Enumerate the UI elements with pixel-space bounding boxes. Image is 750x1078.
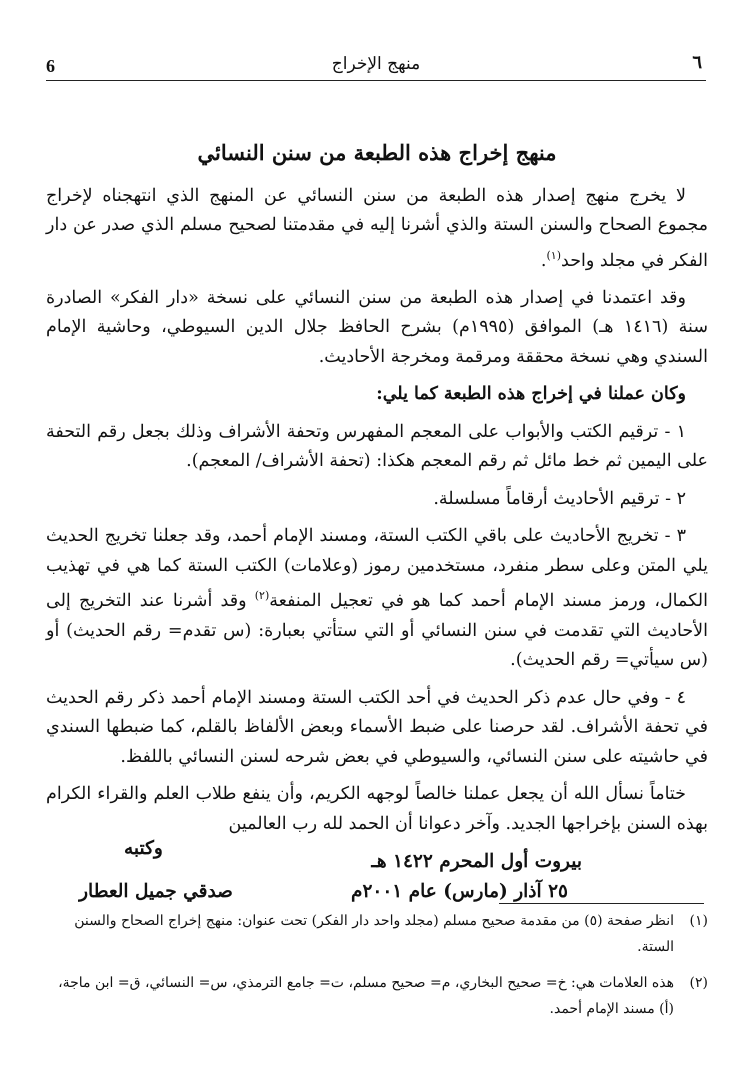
- footnote-ref-1: (١): [546, 248, 562, 262]
- intro-text: لا يخرج منهج إصدار هذه الطبعة من سنن النسائي عن المنهج الذي انتهجناه لإخراج مجموع الصحاح والسنن الستة والذي أشرنا إليه في مقدمتنا لصحيح مسلم الذي صدر عن دار الفكر في مجلد واحد: [46, 185, 708, 271]
- wrote-label: وكتبه: [124, 838, 163, 859]
- signature-block: [76, 838, 236, 902]
- closing-paragraph: ختاماً نسأل الله أن يجعل عملنا خالصاً لوجهه الكريم، وأن ينفع طلاب العلم والقراء الكرام بهذه السنن بإخراجها الجديد. وآخر دعوانا أن الحمد لله رب العالمين: [46, 784, 708, 834]
- page-number-latin: 6: [46, 56, 55, 76]
- page-header: [46, 50, 706, 81]
- method-item-2: ٢ - ترقيم الأحاديث أرقاماً مسلسلة.: [433, 488, 686, 509]
- footnote-item: [46, 908, 708, 960]
- author-name: صدقي جميل العطار: [79, 881, 233, 902]
- method-item-3: [46, 522, 708, 675]
- method-item-3-text-b: وقد أشرنا عند التخريج إلى الأحاديث التي تقدمت في سنن النسائي أو التي ستأتي بعبارة: (س تقدم= رقم الحديث) أو (س سيأتي= رقم الحديث).: [46, 591, 708, 671]
- section-title: منهج إخراج هذه الطبعة من سنن النسائي: [197, 140, 557, 165]
- intro-end: .: [540, 250, 547, 271]
- method-item-1: ١ - ترقيم الكتب والأبواب على المعجم المفهرس وتحفة الأشراف وذلك بجعل رقم التحفة على اليمين ثم خط مائل ثم رقم المعجم هكذا: (تحفة الأشراف/ المعجم).: [46, 421, 708, 472]
- source-paragraph: وقد اعتمدنا في إصدار هذه الطبعة من سنن النسائي على نسخة «دار الفكر» الصادرة سنة (١٤١٦ هـ) الموافق (١٩٩٥م) بشرح الحافظ جلال الدين السيوطي، وحاشية الإمام السندي وهي نسخة محققة ومرقمة ومخرجة الأحاديث.: [46, 287, 709, 367]
- running-title: منهج الإخراج: [331, 54, 421, 74]
- footnote-divider: [499, 903, 704, 904]
- date-hijri: بيروت أول المحرم ١٤٢٢ هـ: [371, 851, 582, 873]
- footnote-number: (١): [689, 913, 708, 929]
- method-heading: وكان عملنا في إخراج هذه الطبعة كما يلي:: [376, 384, 686, 405]
- footnote-text: انظر صفحة (٥) من مقدمة صحيح مسلم (مجلد واحد دار الفكر) تحت عنوان: منهج إخراج الصحاح والسنن الستة.: [74, 913, 674, 955]
- footnote-text: هذه العلامات هي: خ= صحيح البخاري، م= صحيح مسلم، ت= جامع الترمذي، س= النسائي، ق= ابن ماجة، (أ) مسند الإمام أحمد.: [58, 975, 674, 1017]
- footnotes: [46, 908, 708, 1032]
- date-gregorian: ٢٥ آذار (مارس) عام ٢٠٠١م: [350, 881, 568, 903]
- page-number-arabic: ٦: [692, 52, 702, 73]
- method-item-4: ٤ - وفي حال عدم ذكر الحديث في أحد الكتب الستة ومسند الإمام أحمد ذكر رقم الحديث في تحفة الأشراف. لقد حرصنا على ضبط الأسماء وبعض الألفاظ بالقلم، كما ضبطها السندي في حاشيته على سنن النسائي، والسيوطي في بعض شرحه لسنن النسائي باللفظ.: [46, 687, 708, 767]
- footnote-item: [46, 970, 708, 1022]
- page-body: [46, 138, 708, 907]
- footnote-number: (٢): [689, 975, 708, 991]
- intro-paragraph: [46, 182, 708, 276]
- method-item-3-text-a: ٣ - تخريج الأحاديث على باقي الكتب الستة، ومسند الإمام أحمد، وقد جعلنا تخريج الحديث يلي المتن وعلى سطر منفرد، مستخدمين رموز (وعلامات) الكتب الستة كما هي في تهذيب الكمال، ورمز مسند الإمام أحمد كما هو في تعجيل المنفعة: [46, 526, 708, 612]
- footnote-ref-2: (٢): [254, 589, 270, 603]
